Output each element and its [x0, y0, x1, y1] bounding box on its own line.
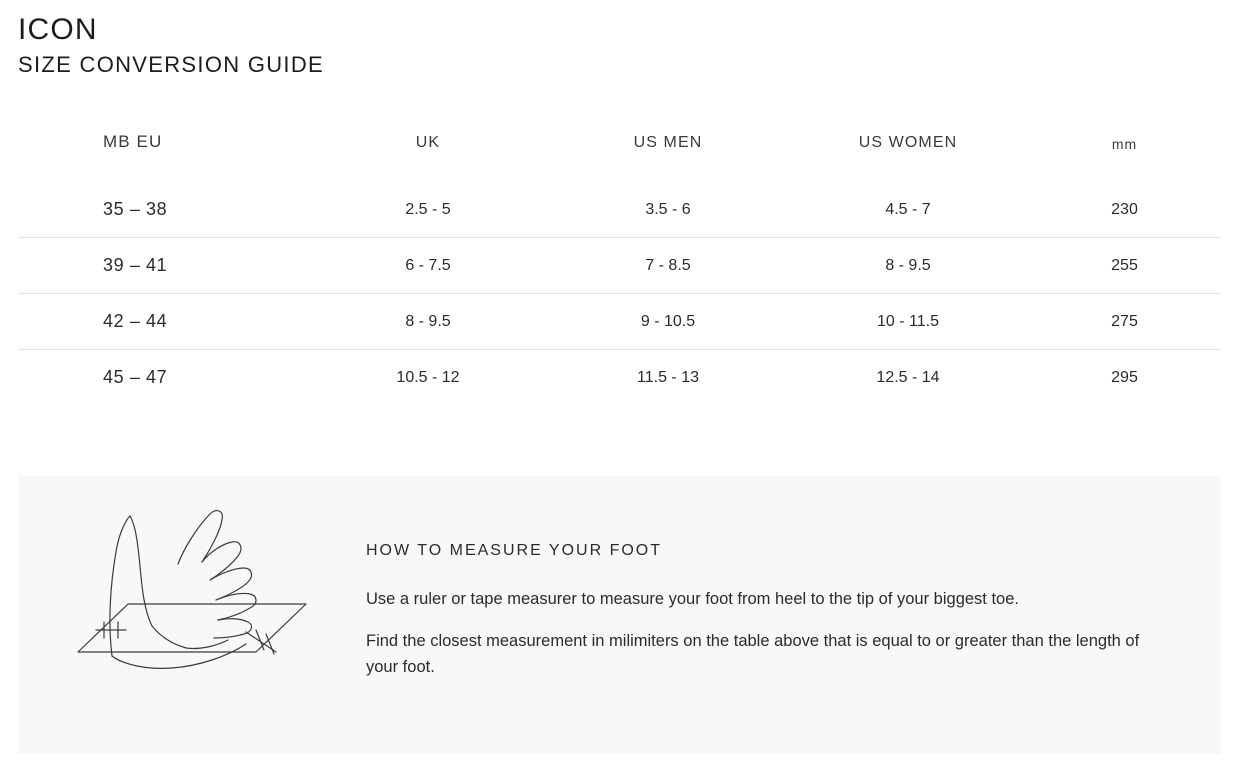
cell-eu: 39 – 41	[18, 238, 308, 294]
how-to-measure-panel	[18, 476, 1221, 754]
size-conversion-table	[18, 132, 1221, 405]
brand-title: ICON	[18, 13, 98, 46]
table-row	[18, 238, 1221, 294]
page-title: SIZE CONVERSION GUIDE	[18, 52, 325, 77]
column-header-eu: MB EU	[103, 132, 163, 151]
how-to-measure-paragraph-1: Use a ruler or tape measurer to measure your foot from heel to the tip of your biggest toe.	[366, 590, 1019, 608]
how-to-measure-paragraph-2: Find the closest measurement in milimiters on the table above that is equal to or greater than the length of your foot.	[366, 632, 1140, 676]
cell-us-men: 7 - 8.5	[548, 238, 788, 294]
foot-measure-illustration-icon	[18, 476, 358, 699]
cell-uk: 6 - 7.5	[308, 238, 548, 294]
column-header-mm: mm	[1111, 136, 1138, 152]
cell-mm: 255	[1028, 238, 1221, 294]
cell-mm: 295	[1028, 350, 1221, 406]
cell-us-men: 9 - 10.5	[548, 294, 788, 350]
cell-eu: 42 – 44	[18, 294, 308, 350]
column-header-uk: UK	[415, 134, 441, 151]
table-header-row	[18, 132, 1221, 182]
size-guide-page	[0, 10, 1239, 764]
cell-eu: 45 – 47	[18, 350, 308, 406]
column-header-us-men: US MEN	[633, 134, 703, 151]
table-row	[18, 294, 1221, 350]
table-row	[18, 350, 1221, 406]
cell-mm: 230	[1111, 200, 1138, 218]
cell-uk: 8 - 9.5	[308, 294, 548, 350]
cell-eu: 35 – 38	[103, 199, 168, 219]
cell-mm: 275	[1028, 294, 1221, 350]
cell-us-women: 8 - 9.5	[788, 238, 1028, 294]
cell-uk: 10.5 - 12	[308, 350, 548, 406]
table-row	[18, 182, 1221, 238]
cell-us-women: 4.5 - 7	[885, 200, 931, 218]
cell-uk: 2.5 - 5	[405, 200, 451, 218]
cell-us-women: 12.5 - 14	[788, 350, 1028, 406]
how-to-measure-text	[358, 476, 1206, 696]
cell-us-men: 3.5 - 6	[645, 200, 691, 218]
how-to-measure-heading: HOW TO MEASURE YOUR FOOT	[366, 542, 663, 559]
column-header-us-women: US WOMEN	[858, 134, 958, 151]
cell-us-men: 11.5 - 13	[548, 350, 788, 406]
cell-us-women: 10 - 11.5	[788, 294, 1028, 350]
